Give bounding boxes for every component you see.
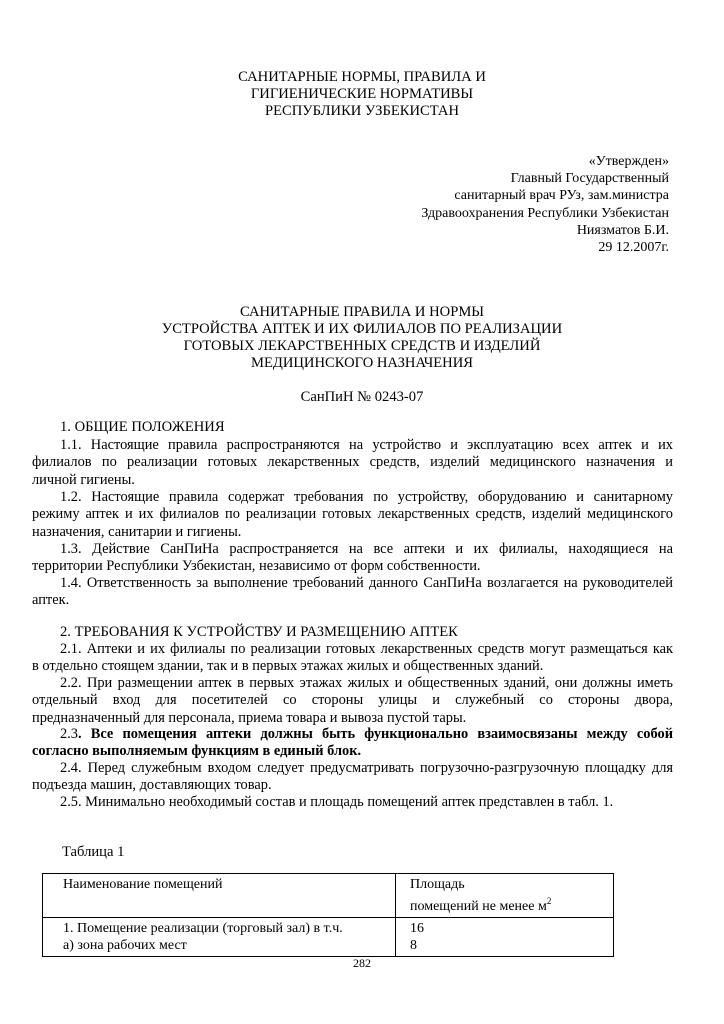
paragraph-line: 2.4. Перед служебным входом следует предусматривать погрузочно-разгрузочную площадку для (60, 760, 673, 776)
cell-text: а) зона рабочих мест (63, 938, 187, 953)
table-cell (396, 918, 614, 957)
paragraph-line: назначения, санитарии и гигиены. (32, 523, 242, 540)
approval-line: «Утвержден» (588, 154, 669, 169)
paragraph-line: режиму аптек и их филиалов по реализации готовых лекарственных средств, изделий медицинского (32, 506, 673, 523)
table-header-cell (43, 874, 396, 918)
paragraph-line: аптек. (32, 592, 70, 609)
paragraph-line: личной гигиены. (32, 471, 135, 488)
page-number: 282 (353, 956, 371, 970)
cell-value: 8 (410, 938, 417, 953)
title-line: САНИТАРНЫЕ ПРАВИЛА И НОРМЫ (239, 304, 485, 320)
bold-text: . Все помещения аптеки должны быть функционально взаимосвязаны между собой (78, 726, 673, 742)
paragraph-line: подъезда машин, доставляющих товар. (32, 777, 272, 794)
paragraph-2-1 (32, 641, 673, 676)
paragraph-line: 2.2. При размещении аптек в первых этажах жилых и общественных зданий, они должны иметь (60, 675, 673, 691)
table-caption: Таблица 1 (62, 844, 125, 860)
paragraph-1-3 (32, 541, 673, 576)
paragraph-line: филиалов по реализации готовых лекарственных средств, изделий медицинского назначения и (32, 454, 673, 471)
document-header (0, 69, 724, 120)
paragraph-1-2 (32, 489, 673, 541)
document-title (0, 304, 724, 372)
paragraph-line: согласно выполняемым функциям в единый блок. (32, 743, 362, 760)
section-1-heading: 1. ОБЩИЕ ПОЛОЖЕНИЯ (60, 419, 225, 435)
table-header-cell (396, 874, 614, 918)
table-row (43, 918, 614, 957)
paragraph-line: 1.4. Ответственность за выполнение требований данного СанПиНа возлагается на руководителей (60, 575, 673, 591)
superscript: 2 (546, 896, 552, 906)
paragraph-line: 1.2. Настоящие правила содержат требования по устройству, оборудованию и санитарному (60, 489, 673, 505)
title-line: МЕДИЦИНСКОГО НАЗНАЧЕНИЯ (250, 355, 473, 371)
paragraph-line: 2.5. Минимально необходимый состав и площадь помещений аптек представлен в табл. 1. (60, 794, 614, 810)
paragraph-line: территории Республики Узбекистан, независимо от форм собственности. (32, 558, 481, 575)
approval-block (421, 153, 669, 256)
table-cell (43, 918, 396, 957)
approval-date: 29 12.2007г. (598, 240, 669, 256)
title-line: УСТРОЙСТВА АПТЕК И ИХ ФИЛИАЛОВ ПО РЕАЛИЗАЦИИ (161, 321, 563, 337)
header-text: Площадь (410, 877, 465, 892)
rooms-table (42, 873, 614, 957)
paragraph-2-3 (32, 726, 673, 761)
paragraph-number: 2.3 (60, 726, 78, 742)
approval-line: Ниязматов Б.И. (576, 222, 669, 238)
document-code: СанПиН № 0243-07 (300, 389, 424, 405)
paragraph-line: предназначенный для персонала, приема товара и вывоза пустой тары. (32, 709, 467, 726)
table-header-row (43, 874, 614, 918)
header-text: помещений не менее м (410, 899, 547, 914)
paragraph-2-2 (32, 675, 673, 727)
header-text-unit (410, 893, 607, 915)
paragraph-2-5 (32, 794, 673, 811)
header-line: ГИГИЕНИЧЕСКИЕ НОРМАТИВЫ (250, 86, 474, 102)
paragraph-line: 1.1. Настоящие правила распространяются на устройство и эксплуатацию всех аптек и их (60, 437, 673, 453)
cell-text: 1. Помещение реализации (торговый зал) в т.ч. (63, 921, 343, 936)
paragraph-1-1 (32, 437, 673, 489)
header-text: Наименование помещений (63, 877, 223, 892)
paragraph-line: 2.1. Аптеки и их филиалы по реализации готовых лекарственных средств могут размещаться как (60, 641, 673, 657)
paragraph-line: 1.3. Действие СанПиНа распространяется на все аптеки и их филиалы, находящиеся на (60, 541, 673, 557)
title-line: ГОТОВЫХ ЛЕКАРСТВЕННЫХ СРЕДСТВ И ИЗДЕЛИЙ (183, 338, 541, 354)
paragraph-2-4 (32, 760, 673, 795)
approval-line: Здравоохранения Республики Узбекистан (421, 205, 669, 221)
paragraph-1-4 (32, 575, 673, 610)
header-line: РЕСПУБЛИКИ УЗБЕКИСТАН (264, 103, 460, 119)
section-2-heading: 2. ТРЕБОВАНИЯ К УСТРОЙСТВУ И РАЗМЕЩЕНИЮ АПТЕК (60, 624, 458, 640)
approval-line: санитарный врач РУз, зам.министра (454, 188, 669, 204)
approval-line: Главный Государственный (510, 171, 669, 187)
cell-value: 16 (410, 921, 424, 936)
paragraph-line (32, 726, 673, 743)
header-line: САНИТАРНЫЕ НОРМЫ, ПРАВИЛА И (238, 69, 486, 85)
paragraph-line: в отдельно стоящем здании, так и в первых этажах жилых и общественных зданий. (32, 658, 544, 675)
paragraph-line: отдельный вход для посетителей со стороны улицы и служебный со стороны двора, (32, 692, 673, 709)
